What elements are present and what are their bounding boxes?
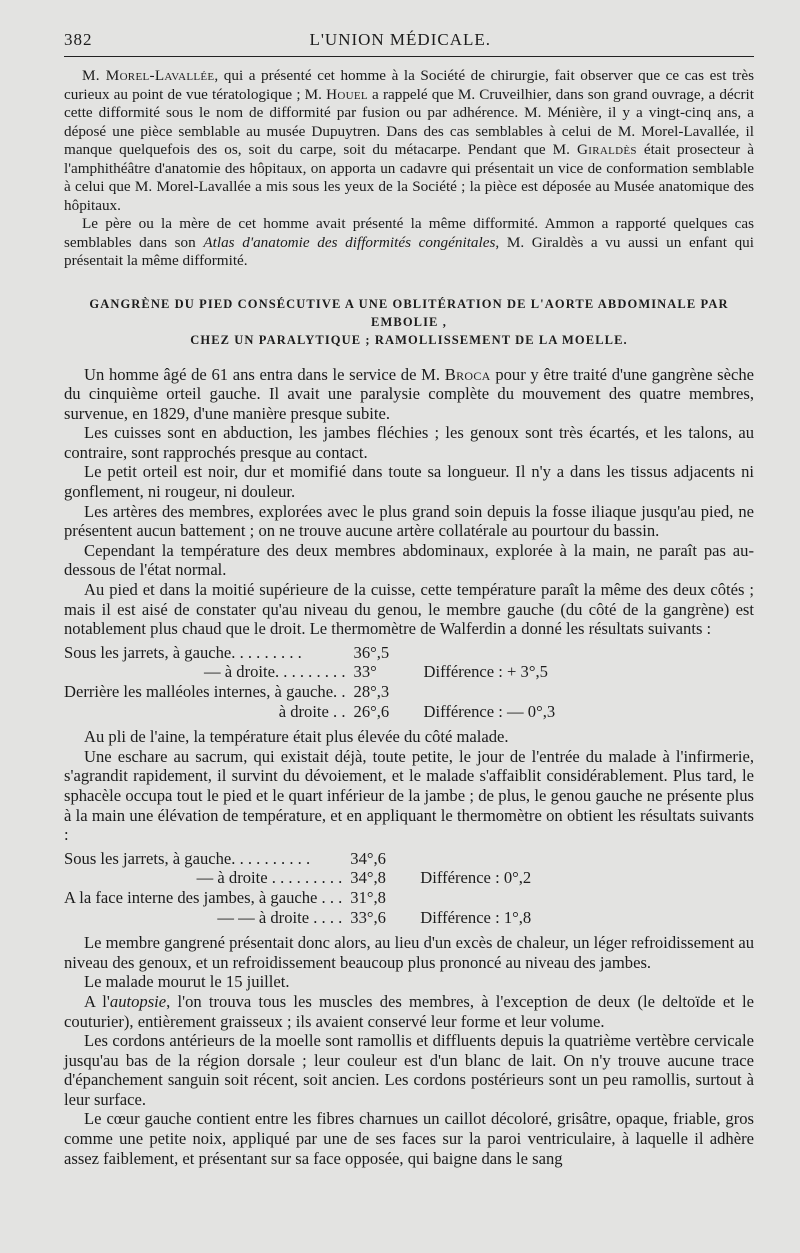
temperature-difference [414,849,531,869]
text-run: Le père ou la mère de cet homme avait présenté la même difformité. Ammon a rapporté quelques cas semblables dans son [64,215,754,251]
paragraph [64,423,754,462]
paragraph [64,727,754,747]
paragraph [64,365,754,424]
measurement-site: — — à droite . . . . [217,907,343,927]
temperature-row [64,643,555,663]
temperature-table-2 [64,849,531,927]
author-name: M. Morel-Lavallée [82,67,215,84]
temperature-difference [418,643,556,663]
text-run: Un homme âgé de 61 ans entra dans le service de M. [84,364,445,384]
text-run: Au pli de l'aine, la température était plus élevée du côté malade. [84,727,509,747]
paragraph [64,67,754,215]
text-run: A l' [84,991,110,1011]
paragraph [64,747,754,845]
temperature-value: 26°,6 [353,701,390,721]
page-header [64,30,754,50]
author-name: Broca [444,364,491,384]
temperature-row [64,908,531,928]
journal-title: L'UNION MÉDICALE. [309,30,492,49]
text-run: Le petit orteil est noir, dur et momifié dans toute sa longueur. Il n'y a dans les tissus adjacents ni gonflement, ni rougeur, ni douleur. [64,462,754,502]
temperature-value: 34°,6 [350,848,386,868]
temperature-row [64,868,531,888]
paragraph [64,580,754,639]
article-title [64,295,754,349]
temperature-row [64,682,555,702]
temperature-row [64,888,531,908]
temperature-difference [414,888,531,908]
article-body-part-2 [64,727,754,845]
temperature-table-1 [64,643,555,721]
temperature-value: 36°,5 [353,642,390,662]
paragraph [64,462,754,501]
temperature-row [64,662,555,682]
text-run: Au pied et dans la moitié supérieure de la cuisse, cette température paraît la même des deux côtés ; mais il est aisé de constater qu'au niveau du genou, le membre gauche (du côté de la gangrène) est notablement plus chaud que le droit. Le thermomètre de Walferdin a donné les résultats suivants : [64,580,754,639]
previous-article-continuation [64,67,754,271]
text-run: Le membre gangrené présentait donc alors, au lieu d'un excès de chaleur, un léger refroidissement au niveau des genoux, et un refroidissement beaucoup plus prononcé au niveau des jambes. [64,933,754,972]
temperature-value: 34°,8 [350,868,386,888]
measurement-site: Sous les jarrets, à gauche. . . . . . . . . . [64,848,311,868]
temperature-row [64,702,555,722]
temperature-value: 31°,8 [350,887,386,907]
paragraph [64,933,754,972]
text-run: Les artères des membres, explorées avec le plus grand soin depuis la fosse iliaque jusqu'au pied, ne présentent aucun battement ; on ne trouve aucune artère collatérale au pourtour du bassin. [64,501,754,541]
author-name: Houel [326,85,368,103]
temperature-difference [418,682,556,702]
paragraph [64,541,754,580]
text-run: Les cordons antérieurs de la moelle sont ramollis et diffluents depuis la quatrième vertèbre cervicale jusqu'au bas de la région dorsale ; leur couleur est d'un blanc de lait. On n'y trouve aucune trace d'épanchement sanguin soit récent, soit ancien. Les cordons postérieurs sont un peu ramollis, surtout à leur surface. [64,1031,754,1109]
paragraph [64,215,754,271]
text-run: était prosecteur à l'amphithéâtre d'anatomie des hôpitaux, on apporta un cadavre qui présentait un vice de conformation semblable à celui que M. Morel-Lavallée a mis sous les yeux de la Société ; la pièce est déposée au Musée anatomique des hôpitaux. [64,141,754,214]
paragraph [64,972,754,992]
text-run: Cependant la température des deux membres abdominaux, explorée à la main, ne paraît pas au-dessous de l'état normal. [64,540,754,580]
text-run: pour y être traité d'une gangrène sèche du cinquième orteil gauche. Il avait une paralysie complète du mouvement des quatre membres, survenue, en 1829, d'une manière presque subite. [64,364,754,423]
temperature-row [64,849,531,869]
temperature-value: 33° [353,662,377,682]
text-run: , M. Giraldès a vu aussi un enfant qui présentait la même difformité. [64,233,754,269]
text-run: , qui a présenté cet homme à la Société de chirurgie, fait observer que ce cas est très curieux au point de vue tératologique ; M. [64,67,754,103]
measurement-site: Derrière les malléoles internes, à gauche. . [64,682,346,701]
article-body-part-1 [64,365,754,639]
header-rule [64,56,754,57]
author-name: Giraldès [577,141,637,158]
italic-text: autopsie [109,991,167,1011]
article-title-line-2: CHEZ UN PARALYTIQUE ; RAMOLLISSEMENT DE LA MOELLE. [190,332,628,347]
measurement-site: à droite . . [278,701,346,721]
text-run: Une eschare au sacrum, qui existait déjà, toute petite, le jour de l'entrée du malade à l'infirmerie, s'agrandit rapidement, il survint du dévoiement, et le malade s'affaiblit considérablement. Plus tard, le sphacèle occupa tout le pied et le quart inférieur de la jambe ; de plus, le genou gauche ne présente plus à la main une élévation de température, et en appliquant le thermomètre on obtient les résultats suivants : [64,746,754,845]
paragraph [64,1031,754,1109]
temperature-value: 33°,6 [350,907,386,927]
text-run: a rappelé que M. Cruveilhier, dans son grand ouvrage, a décrit cette difformité sous le nom de difformité par fusion ou par adhérence. M. Ménière, il y a vingt-cinq ans, a déposé une pièce semblable au musée Dupuytren. Dans des cas semblables à celui de M. Morel-Lavallée, il manque quelquefois des os, soit du carpe, soit du métacarpe. Pendant que M. [64,85,754,158]
article-body-part-3 [64,933,754,1168]
temperature-difference: Différence : — 0°,3 [423,701,556,721]
text-run: Le cœur gauche contient entre les fibres charnues un caillot décoloré, grisâtre, opaque, friable, gros comme une petite noix, appliqué par une de ses faces sur la paroi ventriculaire, à laquelle il adhère assez faiblement, et présentant sur sa face opposée, qui baigne dans le sang [64,1109,754,1168]
measurement-site: — à droite . . . . . . . . . [196,868,343,888]
paragraph [64,502,754,541]
temperature-difference: Différence : + 3°,5 [423,662,548,682]
paragraph [64,1109,754,1168]
italic-text: Atlas d'anatomie des difformités congénitales [203,233,496,251]
text-run: , l'on trouva tous les muscles des membres, à l'exception de deux (le deltoïde et le couturier), entièrement graisseux ; ils avaient conservé leur forme et leur volume. [64,991,754,1031]
text-run: Le malade mourut le 15 juillet. [84,972,290,992]
measurement-site: A la face interne des jambes, à gauche . . . [64,887,343,907]
text-run: Les cuisses sont en abduction, les jambes fléchies ; les genoux sont très écartés, et les talons, au contraire, sont rapprochés presque au contact. [64,423,754,462]
paragraph [64,992,754,1031]
temperature-difference: Différence : 0°,2 [420,868,532,888]
article-title-line-1: GANGRÈNE DU PIED CONSÉCUTIVE A UNE OBLITÉRATION DE L'AORTE ABDOMINALE PAR EMBOLIE , [89,296,729,329]
page-number: 382 [64,30,93,49]
measurement-site: Sous les jarrets, à gauche. . . . . . . . . [64,642,302,662]
temperature-value: 28°,3 [353,682,390,701]
measurement-site: — à droite. . . . . . . . . [204,662,346,682]
temperature-difference: Différence : 1°,8 [420,907,532,927]
